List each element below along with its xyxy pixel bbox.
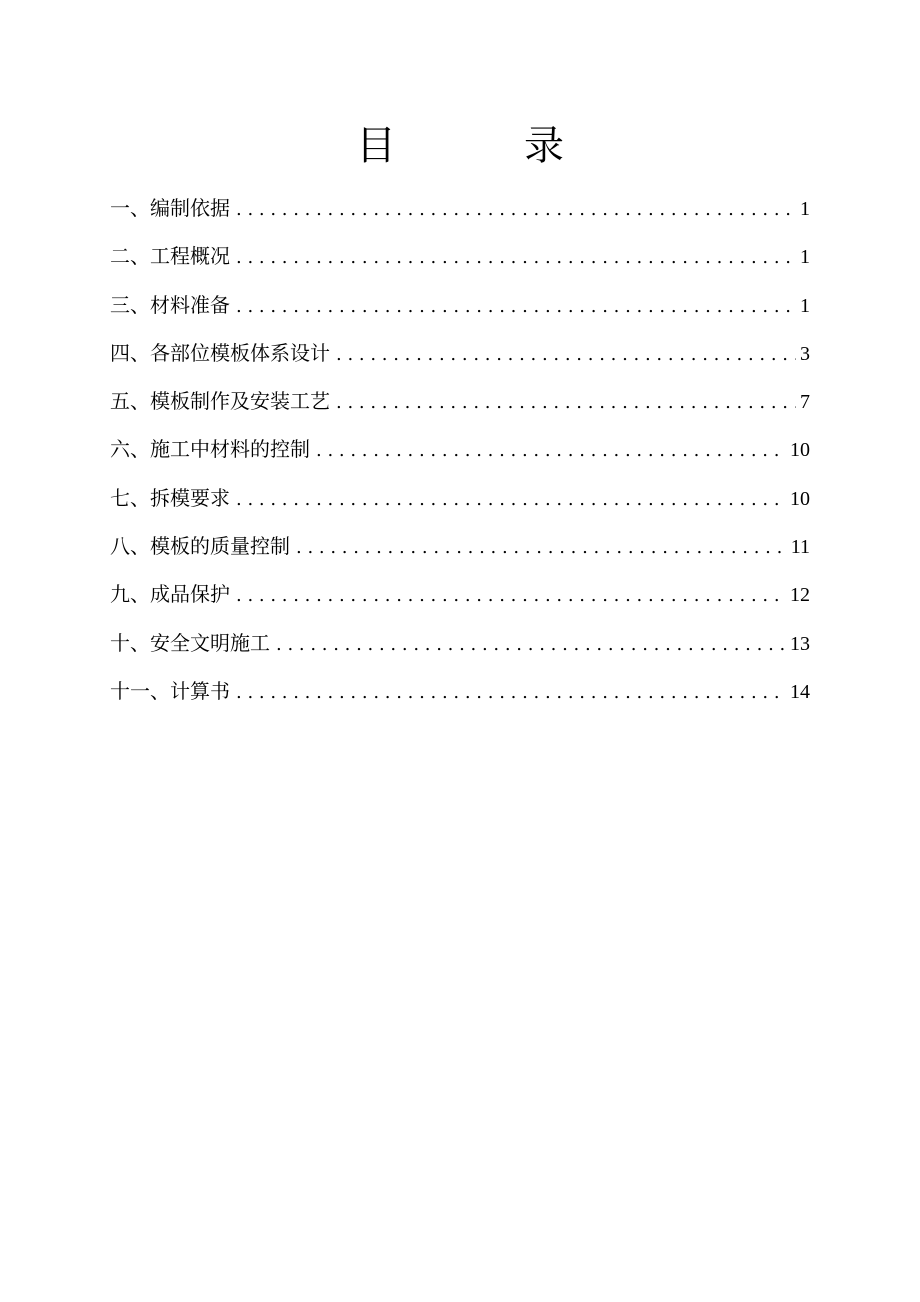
toc-entry-label: 五、模板制作及安装工艺: [110, 389, 330, 414]
toc-title: 目 录: [356, 123, 608, 169]
toc-entry-9[interactable]: [110, 570, 810, 618]
toc-entry-6[interactable]: [110, 425, 810, 473]
toc-entry-page-number: 3: [800, 342, 810, 365]
toc-dot-leader: [336, 379, 796, 427]
toc-entry-label: 八、模板的质量控制: [110, 534, 290, 559]
toc-entry-5[interactable]: [110, 377, 810, 425]
toc-entry-page-number: 1: [800, 246, 810, 269]
toc-entry-page-number: 1: [800, 198, 810, 220]
toc-entry-label: 二、工程概况: [110, 244, 230, 269]
toc-entry-7[interactable]: [110, 474, 810, 522]
toc-entry-label: 十一、计算书: [110, 678, 230, 703]
toc-entry-page-number: 1: [800, 294, 810, 317]
toc-dot-leader: [296, 524, 787, 572]
toc-dot-leader: [236, 572, 786, 620]
toc-entry-page-number: 11: [790, 536, 810, 559]
toc-dot-leader: [236, 234, 796, 282]
toc-entry-8[interactable]: [110, 522, 810, 570]
toc-dot-leader: [236, 283, 796, 331]
toc-entry-label: 十、安全文明施工: [110, 630, 270, 655]
toc-entry-page-number: 14: [790, 680, 810, 703]
toc-entry-page-number: 10: [790, 439, 810, 462]
toc-entry-2[interactable]: [110, 232, 810, 280]
toc-entry-label: 三、材料准备: [110, 292, 230, 317]
toc-entry-label: 九、成品保护: [110, 582, 230, 607]
toc-entry-1[interactable]: [110, 184, 810, 232]
table-of-contents: [110, 184, 810, 715]
toc-entry-label: 四、各部位模板体系设计: [110, 340, 330, 365]
toc-entry-label: 六、施工中材料的控制: [110, 437, 310, 462]
toc-entry-11[interactable]: [110, 667, 810, 715]
toc-dot-leader: [316, 427, 786, 475]
toc-dot-leader: [236, 669, 786, 717]
toc-entry-label: 一、编制依据: [110, 196, 230, 220]
toc-entry-page-number: 12: [790, 584, 810, 607]
toc-entry-3[interactable]: [110, 281, 810, 329]
toc-entry-label: 七、拆模要求: [110, 485, 230, 510]
toc-entry-page-number: 13: [790, 632, 810, 655]
toc-entry-page-number: 7: [800, 391, 810, 414]
toc-dot-leader: [236, 186, 796, 234]
toc-dot-leader: [236, 476, 786, 524]
toc-entry-4[interactable]: [110, 329, 810, 377]
toc-dot-leader: [336, 331, 796, 379]
toc-entry-10[interactable]: [110, 619, 810, 667]
toc-dot-leader: [276, 621, 786, 669]
toc-entry-page-number: 10: [790, 487, 810, 510]
